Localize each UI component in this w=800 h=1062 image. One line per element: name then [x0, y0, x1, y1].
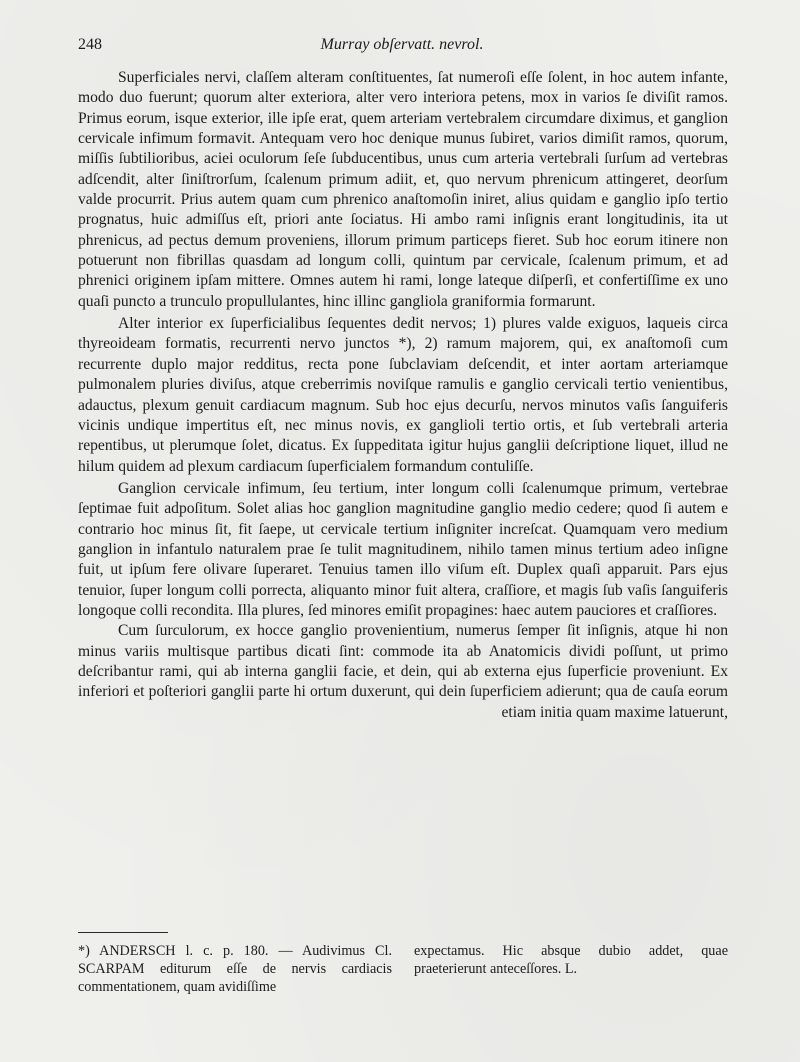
- footnote-right-column: expectamus. Hic absque dubio addet, quae praeterierunt anteceſſores. L.: [414, 943, 728, 977]
- footnote-left-column: *) ANDERSCH l. c. p. 180. — Audivimus Cl. SCARPAM editurum eſſe de nervis cardiacis commentationem, quam avidiſſime: [78, 943, 392, 995]
- paragraph-surculorum: Cum ſurculorum, ex hocce ganglio provenientium, numerus ſemper ſit inſignis, atque hi non minus variis multisque partibus dicati ſint: commode ita ab Anatomicis dividi poſſunt, ut primo deſcribantur rami, qui ab interna ganglii facie, et dein, qui ab externa ejus ſuperficie proveniunt. Ex inferiori et poſteriori ganglii parte hi ortum duxerunt, qui dein ſuperficiem adierunt; qua de cauſa eorum etiam initia quam maxime latuerunt,: [78, 622, 728, 721]
- main-text: [78, 68, 728, 723]
- footnote-rule: [78, 932, 168, 933]
- running-title: Murray obſervatt. nevrol.: [320, 36, 484, 53]
- paragraph-superficiales: Superficiales nervi, claſſem alteram conſtituentes, ſat numeroſi eſſe ſolent, in hoc autem infante, modo duo fuerunt; quorum alter exteriora, alter vero interiora petens, mox in varios ſe diviſit ramos. Primus eorum, isque exterior, ille ipſe erat, quem arteriam vertebralem circumdare diximus, et ganglion cervicale infimum formavit. Antequam vero hoc denique munus ſubiret, varios dimiſit ramos, quorum, miſſis ſubtilioribus, aciei oculorum ſeſe ſubducentibus, unus cum arteria vertebrali ſurſum ad vertebras adſcendit, alter ſiniſtrorſum, ſcalenum primum adiit, et, quo nervum phrenicum attingeret, deorſum valde procurrit. Prius autem quam cum phrenico anaſtomoſin iniret, alius quidam e ganglio ipſo tertio prognatus, huic admiſſus eſt, priori ante ſociatus. Hi ambo rami inſignis erant longitudinis, ita ut phrenicus, ad pectus demum proveniens, illorum primum particeps fieret. Sub hoc eorum itinere non potuerunt non fibrillas quasdam ad longum colli, quintum par cervicale, ſcalenum primum, et ad phrenici originem ipſam mittere. Omnes autem hi rami, longe lateque diſperſi, et confertiſſime ex uno quaſi puncto a trunculo propullulantes, hinc illinc gangliola graniformia formarunt.: [78, 69, 728, 310]
- page-header: [78, 36, 726, 56]
- paragraph-ganglion-cervicale: Ganglion cervicale infimum, ſeu tertium, inter longum colli ſcalenumque primum, vertebrae ſeptimae fuit adpoſitum. Solet alias hoc ganglion magnitudine ganglio medio cedere; quod ſi autem e contrario hoc minus ſit, fit ſaepe, ut cervicale tertium inſigniter increſcat. Quamquam vero medium ganglion in infantulo naturalem prae ſe tulit magnitudinem, nihilo tamen minus tertium adeo inſigne fuit, ut ipſum fere olivare ſuperaret. Tenuius tamen illo viſum eſt. Duplex quaſi apparuit. Pars ejus tenuior, ſuper longum colli porrecta, aliquanto minor fuit altera, craſſiore, et magis ſub vaſis ſanguiferis longoque colli recondita. Illa plures, ſed minores emiſit propagines: haec autem pauciores et craſſiores.: [78, 479, 728, 619]
- paragraph-alter-interior: Alter interior ex ſuperficialibus ſequentes dedit nervos; 1) plures valde exiguos, laqueis circa thyreoideam formatis, recurrenti nervo junctos *), 2) ramum majorem, qui, ex anaſtomoſi cum recurrente duplo major redditus, recta pone ſubclaviam deſcendit, et inter aortam arteriamque pulmonalem pluries diviſus, atque creberrimis noviſque ramulis e ganglio cervicali tertio venientibus, adauctus, plexum genuit cardiacum magnum. Sub hoc ejus decurſu, nervos minutos vaſis ſanguiferis vicinis undique impertitus eſt, nec minus novis, ex ganglioli tertio ortis, et ſub vertebrali arteria repentibus, ut plerumque ſolet, dicatus. Ex ſuppeditata igitur hujus ganglii deſcriptione liquet, illud ne hilum quidem ad plexum cardiacum ſuperficialem formandum contuliſſe.: [78, 315, 728, 475]
- footnote: [78, 942, 728, 996]
- page-number: 248: [78, 36, 102, 53]
